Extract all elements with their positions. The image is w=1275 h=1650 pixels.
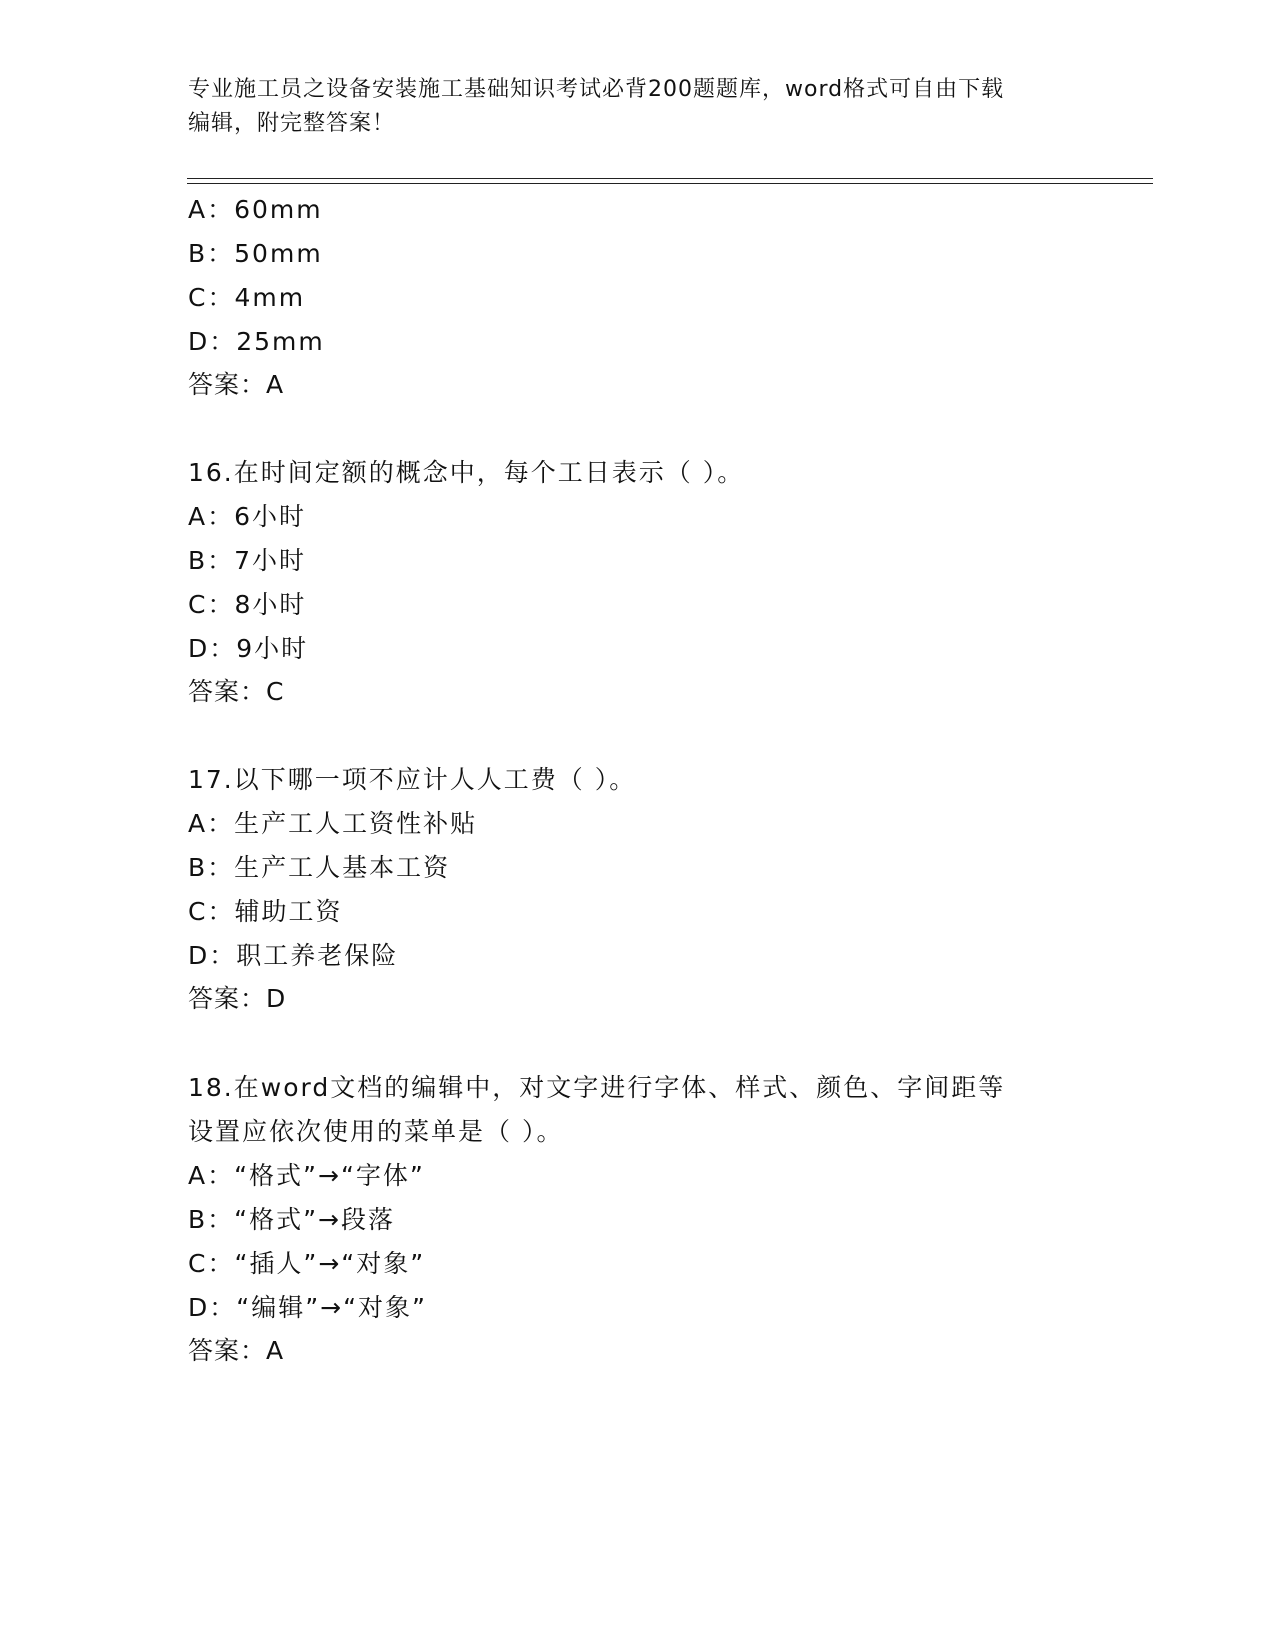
q17-option-b: B：生产工人基本工资 xyxy=(188,853,451,882)
q18-option-d: D：“编辑”→“对象” xyxy=(188,1293,428,1322)
q17-option-a: A：生产工人工资性补贴 xyxy=(188,809,478,838)
q17-answer: 答案：D xyxy=(188,984,287,1013)
q17-option-d: D：职工养老保险 xyxy=(188,941,399,970)
q15-answer: 答案：A xyxy=(188,370,285,399)
q18-option-b: B：“格式”→段落 xyxy=(188,1205,396,1234)
q16-option-a: A：6小时 xyxy=(188,502,307,531)
q18-option-c: C：“插人”→“对象” xyxy=(188,1249,426,1278)
document-header xyxy=(188,73,1088,141)
q18-answer: 答案：A xyxy=(188,1336,285,1365)
q16-answer: 答案：C xyxy=(188,677,285,706)
q17-option-c: C：辅助工资 xyxy=(188,897,343,926)
q18-question-line-1: 18.在word文档的编辑中，对文字进行字体、样式、颜色、字间距等 xyxy=(188,1073,1006,1102)
q16-option-b: B：7小时 xyxy=(188,546,307,575)
q15-option-b: B：50mm xyxy=(188,239,323,268)
q15-option-a: A：60mm xyxy=(188,195,323,224)
header-line-2: 编辑，附完整答案！ xyxy=(188,111,396,136)
q16-option-c: C：8小时 xyxy=(188,590,307,619)
q18-option-a: A：“格式”→“字体” xyxy=(188,1161,425,1190)
header-divider-top xyxy=(187,178,1153,179)
q15-option-c: C：4mm xyxy=(188,283,306,312)
q18-question-line-2: 设置应依次使用的菜单是（ ）。 xyxy=(188,1117,564,1146)
q17-question: 17.以下哪一项不应计人人工费（ ）。 xyxy=(188,765,637,794)
q16-option-d: D：9小时 xyxy=(188,634,309,663)
header-divider-bottom xyxy=(187,183,1153,184)
q15-option-d: D：25mm xyxy=(188,327,325,356)
q16-question: 16.在时间定额的概念中，每个工日表示（ ）。 xyxy=(188,458,745,487)
header-line-1: 专业施工员之设备安装施工基础知识考试必背200题题库，word格式可自由下载 xyxy=(188,77,1005,102)
